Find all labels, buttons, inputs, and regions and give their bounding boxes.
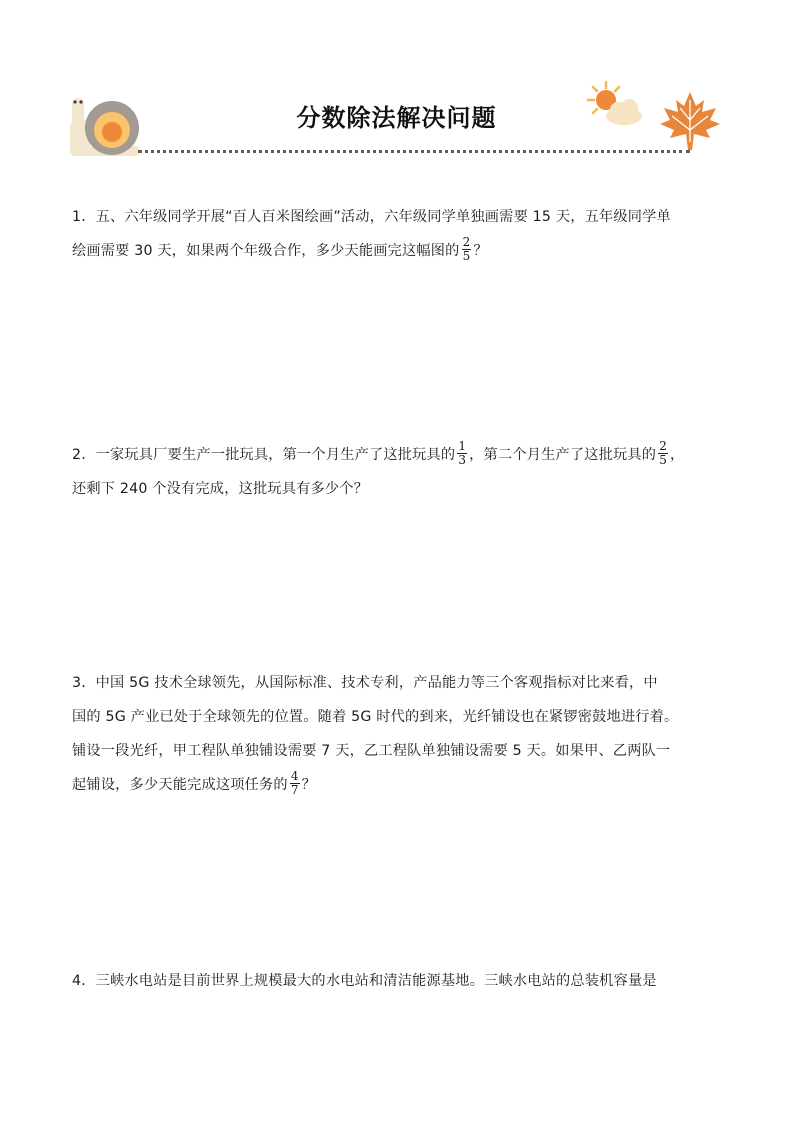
question-1 bbox=[72, 200, 724, 268]
page-title: 分数除法解决问题 bbox=[296, 103, 497, 132]
dotted-divider bbox=[138, 150, 690, 153]
fraction: $\frac{4}{7}$ bbox=[290, 768, 299, 797]
question-3 bbox=[72, 666, 724, 802]
question-2-line-1: 2．一家玩具厂要生产一批玩具，第一个月生产了这批玩具的 $\frac{1}{3}$ ，第二个月生产了这批玩具的 $\frac{2}{5}$ ， bbox=[72, 438, 685, 467]
header bbox=[0, 0, 793, 170]
question-3-line-2: 国的 5G 产业已处于全球领先的位置。随着 5G 时代的到来，光纤铺设也在紧锣密鼓地进行着。 bbox=[72, 709, 679, 725]
question-1-line-2: 绘画需要 30 天，如果两个年级合作，多少天能画完这幅图的 $\frac{2}{5}$ ？ bbox=[72, 234, 488, 263]
question-3-line-4: 起铺设，多少天能完成这项任务的 $\frac{4}{7}$ ？ bbox=[72, 768, 317, 797]
question-2 bbox=[72, 438, 724, 506]
question-3-line-3: 铺设一段光纤，甲工程队单独铺设需要 7 天，乙工程队单独铺设需要 5 天。如果甲、乙两队一 bbox=[72, 743, 671, 759]
question-3-line-1: 3．中国 5G 技术全球领先，从国际标准、技术专利，产品能力等三个客观指标对比来看，中 bbox=[72, 675, 658, 691]
fraction: $\frac{2}{5}$ bbox=[462, 234, 471, 263]
maple-leaf-icon bbox=[658, 90, 722, 152]
question-1-line-1: 1．五、六年级同学开展“百人百米图绘画”活动，六年级同学单独画需要 15 天，五年级同学单 bbox=[72, 209, 671, 225]
question-4-line-1: 4．三峡水电站是目前世界上规模最大的水电站和清洁能源基地。三峡水电站的总装机容量是 bbox=[72, 973, 657, 989]
fraction: $\frac{2}{5}$ bbox=[659, 438, 668, 467]
question-2-line-2: 还剩下 240 个没有完成，这批玩具有多少个？ bbox=[72, 481, 369, 497]
sun-cloud-icon bbox=[580, 80, 648, 130]
fraction: $\frac{1}{3}$ bbox=[458, 438, 467, 467]
question-4 bbox=[72, 964, 724, 998]
